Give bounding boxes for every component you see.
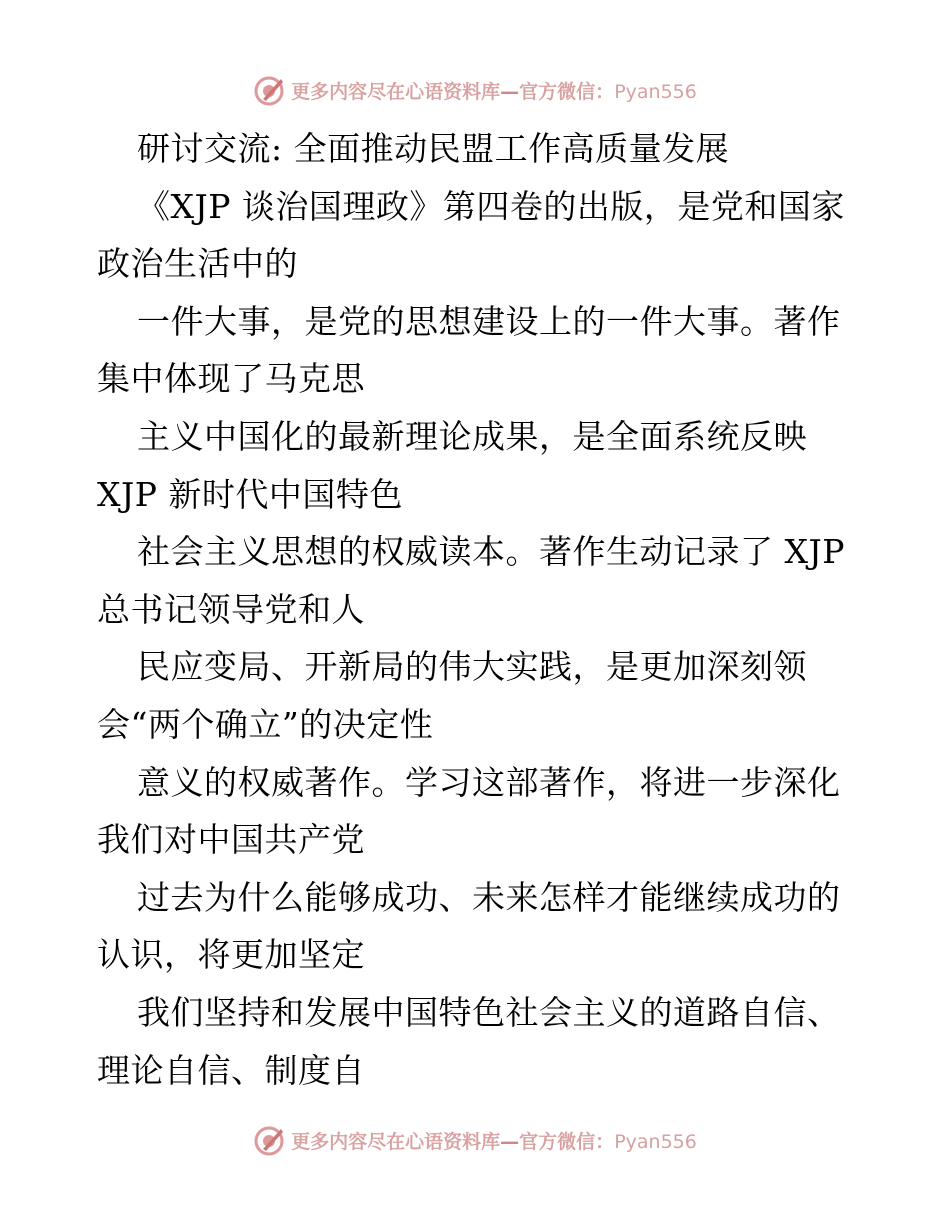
text-line: 认识，将更加坚定 [97, 935, 365, 975]
banner-account: Pyan556 [614, 80, 697, 103]
banner-separator: — [500, 1130, 520, 1153]
text-line: 主义中国化的最新理论成果，是全面系统反映 [137, 416, 807, 456]
text-line: 过去为什么能够成功、未来怎样才能继续成功的 [137, 877, 841, 917]
header-banner [0, 70, 950, 110]
text-line: 会“两个确立”的决定性 [97, 704, 434, 744]
text-line: 一件大事，是党的思想建设上的一件大事。著作 [137, 301, 841, 341]
text-line: 我们对中国共产党 [97, 820, 365, 860]
text-line: 研讨交流: 全面推动民盟工作高质量发展 [137, 129, 730, 168]
text-line: 《XJP 谈治国理政》第四卷的出版，是党和国家 [137, 186, 845, 226]
banner-official-label: 官方微信： [519, 80, 615, 103]
text-line: 政治生活中的 [97, 244, 298, 284]
banner-text [291, 1127, 697, 1154]
banner-main-text: 更多内容尽在心语资料库 [291, 1130, 501, 1153]
text-line: 意义的权威著作。学习这部著作，将进一步深化 [137, 762, 841, 802]
text-line: 理论自信、制度自 [97, 1050, 365, 1090]
text-line: 我们坚持和发展中国特色社会主义的道路自信、 [137, 992, 841, 1032]
banner-account: Pyan556 [614, 1130, 697, 1153]
text-line: 集中体现了马克思 [97, 359, 365, 399]
text-line: 民应变局、开新局的伟大实践，是更加深刻领 [137, 647, 807, 687]
text-line: XJP 新时代中国特色 [97, 474, 403, 514]
document-body [97, 120, 857, 1099]
text-line: 社会主义思想的权威读本。著作生动记录了 XJP [137, 532, 845, 572]
quill-logo-icon [253, 1123, 287, 1157]
text-line: 总书记领导党和人 [97, 589, 365, 629]
banner-official-label: 官方微信： [519, 1130, 615, 1153]
banner-text [291, 77, 697, 104]
footer-banner [0, 1120, 950, 1160]
banner-main-text: 更多内容尽在心语资料库 [291, 80, 501, 103]
quill-logo-icon [253, 73, 287, 107]
banner-separator: — [500, 80, 520, 103]
